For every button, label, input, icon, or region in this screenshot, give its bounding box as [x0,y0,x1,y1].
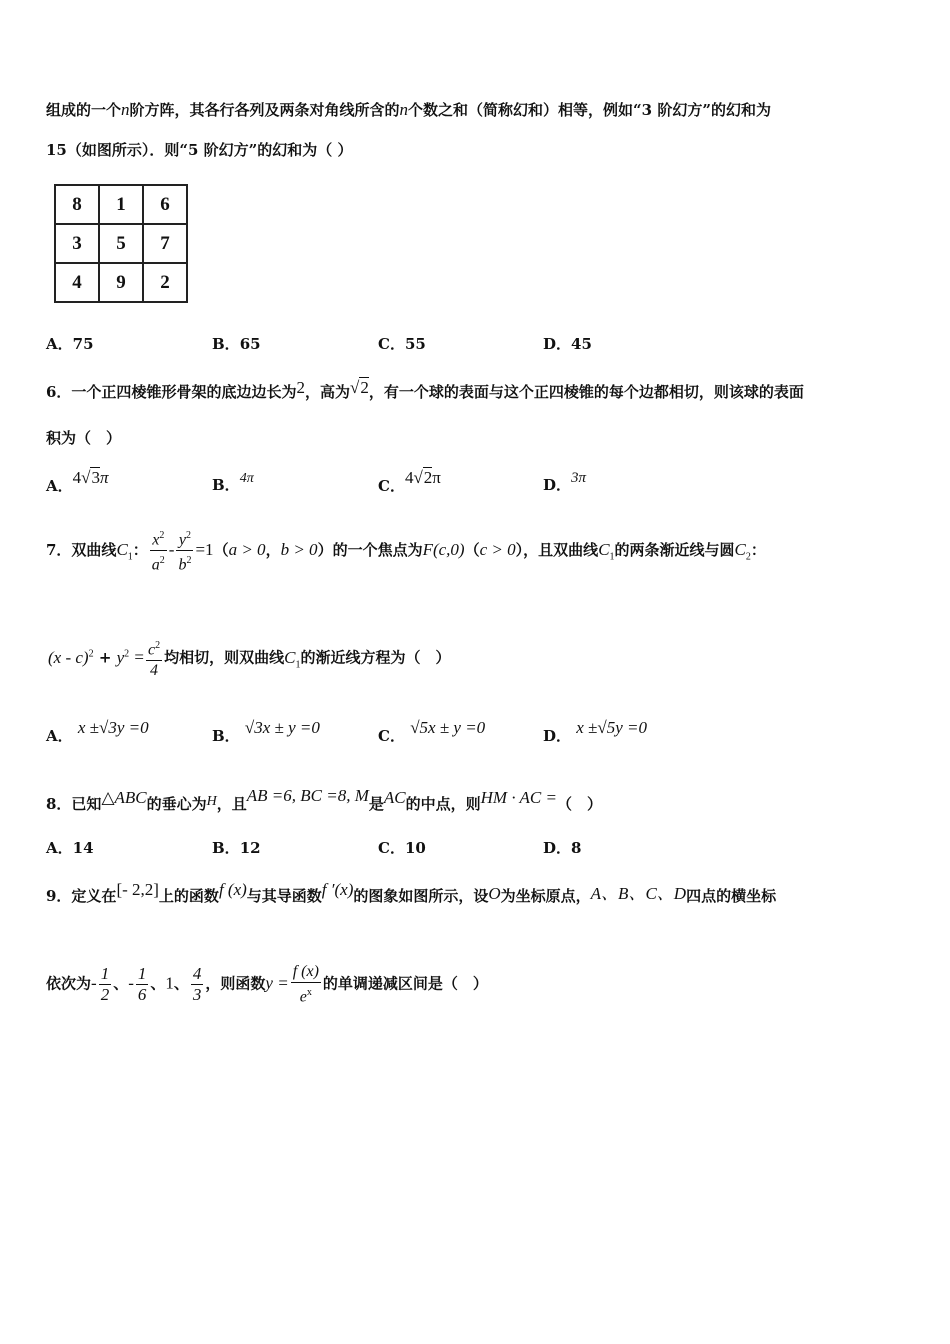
grid-cell: 3 [55,224,99,263]
q8-option-a[interactable]: A．14 [46,839,94,857]
table-row [55,224,187,263]
q6-line1: 6．一个正四棱锥形骨架的底边边长为2，高为√2，有一个球的表面与这个正四棱锥的每个边都相切，则该球的表面 [46,378,804,401]
q7-option-b[interactable]: B． √3x ± y =0 [212,718,320,745]
grid-cell: 9 [99,263,143,302]
q7-option-a[interactable]: A． x ±√3y =0 [46,718,149,745]
q6-option-b[interactable]: B．4π [212,471,254,494]
grid-cell: 5 [99,224,143,263]
q7-option-c[interactable]: C． √5x ± y =0 [378,718,486,745]
q6-option-d[interactable]: D．3π [543,470,587,494]
q6-option-c[interactable]: C．4√2π [378,468,441,495]
q8-option-d[interactable]: D．8 [543,839,582,857]
q5-option-c[interactable]: C．55 [378,335,426,353]
q7-line2: $(x - c)^2 + y^2$ = $\frac{c^2}{4}$ 均相切，则双曲线$C_1$的渐近线方程为（ ） [46,636,450,681]
q8-line1: 8．已知△ABC的垂心为H，且AB =6, BC =8, M是AC的中点，则HM · AC =（ ） [46,786,602,813]
q5-option-a[interactable]: A．75 [46,335,94,353]
grid-cell: 8 [55,185,99,224]
grid-cell: 2 [143,263,187,302]
table-row [55,185,187,224]
q5-option-b[interactable]: B．65 [212,335,261,353]
magic-square-grid [54,184,188,303]
q5-option-d[interactable]: D．45 [543,335,592,353]
q8-option-b[interactable]: B．12 [212,839,261,857]
table-row [55,263,187,302]
q9-line2: 依次为- $\frac{1}{2}$ 、- $\frac{1}{6}$ 、1、 $\frac{4}{3}$ ，则函数y = $\frac{f (x)}{e^x}$ 的单调递减区间是（ ） [46,963,488,1006]
q5-line2: 15（如图所示）．则“5 阶幻方”的幻和为（ ） [46,141,353,159]
q7-line1: 7．双曲线$C_1$： $\frac{x^2}{a^2}$ - $\frac{y^2}{b^2}$ =1（a > 0，b > 0）的一个焦点为F(c,0)（c > 0），且双曲线$C_1$的两条渐近线与圆$C_2$： [46,526,766,576]
q6-option-a[interactable]: A．4√3π [46,468,109,495]
q5-line1: 组成的一个n阶方阵，其各行各列及两条对角线所含的n个数之和（简称幻和）相等，例如“3 阶幻方”的幻和为 [46,100,771,119]
grid-cell: 7 [143,224,187,263]
grid-cell: 1 [99,185,143,224]
grid-cell: 6 [143,185,187,224]
q7-option-d[interactable]: D． x ±√5y =0 [543,718,647,745]
q6-line2: 积为（ ） [46,429,122,447]
grid-cell: 4 [55,263,99,302]
q9-line1: 9．定义在[- 2,2]上的函数f (x)与其导函数f ′(x)的图象如图所示，设O为坐标原点，A、B、C、D四点的横坐标 [46,880,777,905]
q8-option-c[interactable]: C．10 [378,839,426,857]
